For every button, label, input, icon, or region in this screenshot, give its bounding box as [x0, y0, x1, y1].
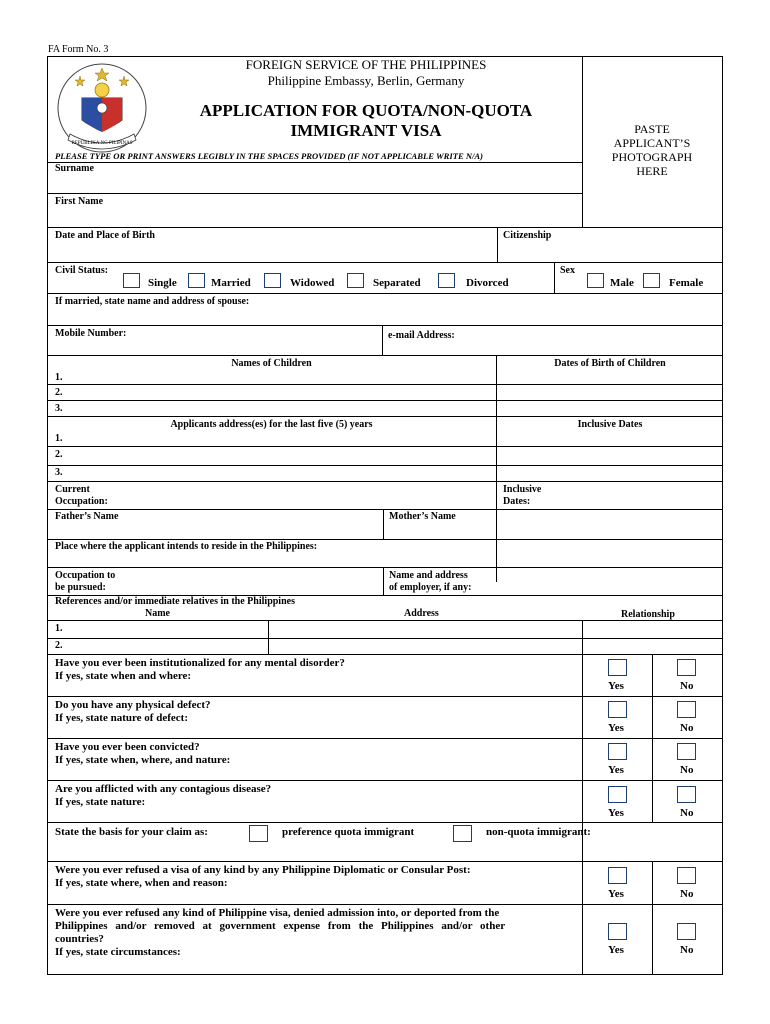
- female-checkbox[interactable]: [643, 273, 660, 288]
- question-mental-disorder: [55, 657, 345, 683]
- employer-line2: of employer, if any:: [389, 582, 472, 593]
- q4-no-checkbox[interactable]: [677, 786, 696, 803]
- dob-place-field[interactable]: [48, 243, 496, 261]
- question-1-line2: If yes, state when and where:: [55, 670, 192, 682]
- form-title-line2: IMMIGRANT VISA: [290, 121, 442, 140]
- addresses-header: Applicants address(es) for the last five (5) years: [170, 419, 373, 430]
- question-2-line1: Do you have any physical defect?: [55, 699, 211, 711]
- q6-no-checkbox[interactable]: [677, 923, 696, 940]
- reference-address-header: Address: [404, 608, 439, 619]
- reside-field[interactable]: [48, 553, 722, 567]
- inclusive-dates-line2: Dates:: [503, 496, 531, 507]
- occupation-pursued-line1: Occupation to: [55, 570, 116, 581]
- mother-name-label: Mother’s Name: [389, 511, 456, 522]
- photo-text-3: PHOTOGRAPH: [611, 150, 693, 164]
- reference-row-1-number: 1.: [55, 623, 63, 634]
- claim-basis-label: State the basis for your claim as:: [55, 826, 208, 838]
- address-row-1-number: 1.: [55, 433, 63, 444]
- form-number: FA Form No. 3: [48, 44, 109, 55]
- employer-label: [389, 570, 471, 594]
- email-label: e-mail Address:: [388, 330, 455, 341]
- q3-no-checkbox[interactable]: [677, 743, 696, 760]
- q6-yes-checkbox[interactable]: [608, 923, 627, 940]
- widowed-checkbox[interactable]: [264, 273, 281, 288]
- form-title-line1: APPLICATION FOR QUOTA/NON-QUOTA: [199, 101, 533, 120]
- address-row-2-number: 2.: [55, 449, 63, 460]
- question-deported: [55, 907, 577, 959]
- male-checkbox[interactable]: [587, 273, 604, 288]
- preference-quota-checkbox[interactable]: [249, 825, 268, 842]
- spouse-field[interactable]: [48, 309, 722, 325]
- widowed-label: Widowed: [290, 277, 335, 289]
- q2-yes-label: Yes: [608, 722, 624, 734]
- single-checkbox[interactable]: [123, 273, 140, 288]
- non-quota-checkbox[interactable]: [453, 825, 472, 842]
- q6-no-label: No: [680, 944, 694, 956]
- spouse-label: If married, state name and address of spouse:: [55, 296, 250, 307]
- preference-quota-label: preference quota immigrant: [282, 826, 415, 838]
- q3-yes-label: Yes: [608, 764, 624, 776]
- q1-no-checkbox[interactable]: [677, 659, 696, 676]
- divorced-checkbox[interactable]: [438, 273, 455, 288]
- photo-text-4: HERE: [636, 164, 668, 178]
- email-field[interactable]: [383, 343, 722, 355]
- references-label: References and/or immediate relatives in the Philippines: [55, 596, 295, 607]
- q3-yes-checkbox[interactable]: [608, 743, 627, 760]
- mobile-label: Mobile Number:: [55, 328, 127, 339]
- q5-no-checkbox[interactable]: [677, 867, 696, 884]
- deported-line1: Were you ever refused any kind of Philippine visa, denied admission into, or deported from the: [55, 907, 500, 919]
- current-occupation-label: [55, 484, 108, 508]
- q4-no-label: No: [680, 807, 694, 819]
- question-3-line1: Have you ever been convicted?: [55, 741, 200, 753]
- q2-no-label: No: [680, 722, 694, 734]
- photo-text-2: APPLICANT’S: [613, 136, 691, 150]
- svg-text:REPUBLIKA NG PILIPINAS: REPUBLIKA NG PILIPINAS: [71, 141, 133, 146]
- father-name-label: Father’s Name: [55, 511, 119, 522]
- inclusive-dates-label: [503, 484, 541, 508]
- non-quota-label: non-quota immigrant:: [486, 826, 591, 838]
- address-row-3-number: 3.: [55, 467, 63, 478]
- question-4-line2: If yes, state nature:: [55, 796, 146, 808]
- divorced-label: Divorced: [466, 277, 509, 289]
- dob-place-label: Date and Place of Birth: [55, 230, 155, 241]
- reference-name-header: Name: [145, 608, 170, 619]
- inclusive-dates-header: Inclusive Dates: [577, 419, 643, 430]
- q6-yes-label: Yes: [608, 944, 624, 956]
- q5-yes-checkbox[interactable]: [608, 867, 627, 884]
- inclusive-dates-line1: Inclusive: [503, 484, 542, 495]
- q1-no-label: No: [680, 680, 694, 692]
- refused-line2: If yes, state where, when and reason:: [55, 877, 228, 889]
- question-convicted: [55, 741, 230, 767]
- deported-line4: If yes, state circumstances:: [55, 946, 181, 958]
- names-children-header: Names of Children: [231, 358, 312, 369]
- philippine-seal-icon: [56, 62, 148, 154]
- question-3-line2: If yes, state when, where, and nature:: [55, 754, 231, 766]
- refused-line1: Were you ever refused a visa of any kind by any Philippine Diplomatic or Consular Post:: [55, 864, 471, 876]
- question-4-line1: Are you afflicted with any contagious disease?: [55, 783, 272, 795]
- embassy-name: Philippine Embassy, Berlin, Germany: [267, 73, 465, 88]
- photo-text-1: PASTE: [634, 122, 670, 136]
- q3-no-label: No: [680, 764, 694, 776]
- civil-status-label: Civil Status:: [55, 265, 109, 276]
- reference-relationship-header: Relationship: [621, 609, 675, 620]
- instruction-text: PLEASE TYPE OR PRINT ANSWERS LEGIBLY IN THE SPACES PROVIDED (IF NOT APPLICABLE WRITE N/A): [55, 151, 484, 161]
- q1-yes-label: Yes: [608, 680, 624, 692]
- current-occupation-line2: Occupation:: [55, 496, 108, 507]
- photo-placeholder[interactable]: [583, 122, 721, 178]
- citizenship-field[interactable]: [498, 243, 722, 261]
- first-name-label: First Name: [55, 196, 104, 207]
- surname-label: Surname: [55, 163, 94, 174]
- separated-label: Separated: [373, 277, 421, 289]
- question-1-line1: Have you ever been institutionalized for any mental disorder?: [55, 657, 345, 669]
- reside-label: Place where the applicant intends to reside in the Philippines:: [55, 541, 318, 552]
- surname-field[interactable]: [48, 176, 581, 193]
- dob-children-header: Dates of Birth of Children: [554, 358, 666, 369]
- child-row-1-number: 1.: [55, 372, 63, 383]
- current-occupation-line1: Current: [55, 484, 90, 495]
- question-contagious-disease: [55, 783, 271, 809]
- q4-yes-label: Yes: [608, 807, 624, 819]
- occupation-pursued-line2: be pursued:: [55, 582, 106, 593]
- question-refused-visa: [55, 864, 471, 890]
- q2-yes-checkbox[interactable]: [608, 701, 627, 718]
- q4-yes-checkbox[interactable]: [608, 786, 627, 803]
- agency-name: FOREIGN SERVICE OF THE PHILIPPINES: [245, 57, 487, 72]
- q2-no-checkbox[interactable]: [677, 701, 696, 718]
- married-checkbox[interactable]: [188, 273, 205, 288]
- deported-line3: countries?: [55, 933, 104, 945]
- deported-line2: Philippines and/or removed at government expense from the Philippines and/or other: [55, 920, 506, 932]
- question-2-line2: If yes, state nature of defect:: [55, 712, 188, 724]
- question-physical-defect: [55, 699, 211, 725]
- citizenship-label: Citizenship: [503, 230, 552, 241]
- single-label: Single: [148, 277, 177, 289]
- sex-label: Sex: [560, 265, 575, 276]
- mobile-field[interactable]: [48, 341, 381, 355]
- separated-checkbox[interactable]: [347, 273, 364, 288]
- q5-no-label: No: [680, 888, 694, 900]
- reference-row-2-number: 2.: [55, 640, 63, 651]
- occupation-pursued-label: [55, 570, 115, 594]
- child-row-3-number: 3.: [55, 403, 63, 414]
- female-label: Female: [669, 277, 704, 289]
- married-label: Married: [211, 277, 251, 289]
- employer-line1: Name and address: [389, 570, 468, 581]
- male-label: Male: [610, 277, 634, 289]
- first-name-field[interactable]: [48, 209, 581, 227]
- q1-yes-checkbox[interactable]: [608, 659, 627, 676]
- child-row-2-number: 2.: [55, 387, 63, 398]
- q5-yes-label: Yes: [608, 888, 624, 900]
